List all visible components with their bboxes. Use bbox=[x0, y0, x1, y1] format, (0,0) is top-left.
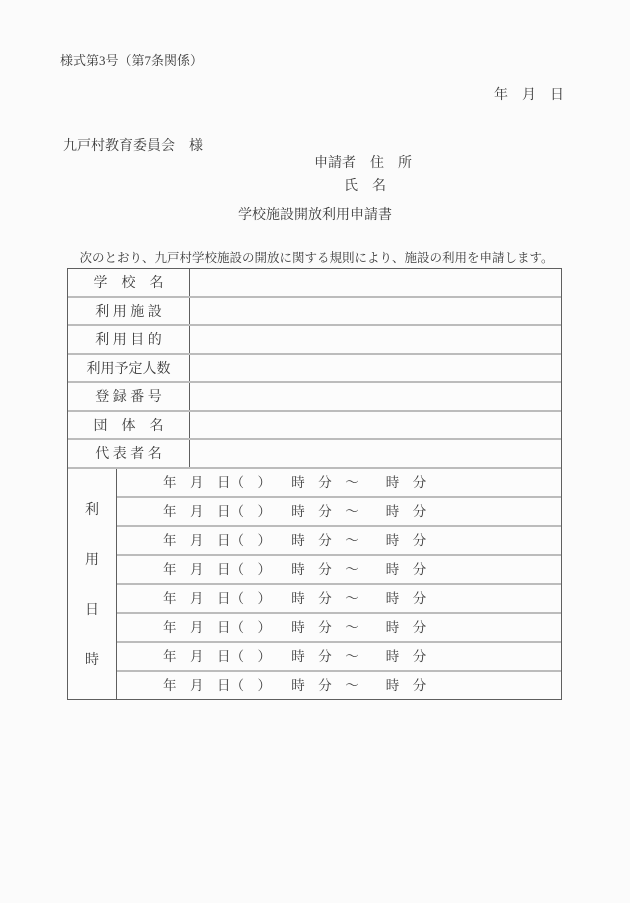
intro-sentence: 次のとおり、九戸村学校施設の開放に関する規則により、施設の利用を申請します。 bbox=[67, 251, 554, 265]
field-value bbox=[190, 440, 561, 467]
field-label: 利 用 目 的 bbox=[68, 326, 190, 353]
schedule-row: 年 月 日（ ） 時 分 ～ 時 分 bbox=[117, 614, 561, 643]
table-row-facility bbox=[68, 298, 561, 327]
field-value bbox=[190, 269, 561, 296]
vertical-label-char: 時 bbox=[85, 652, 99, 668]
form-code: 様式第3号（第7条関係） bbox=[60, 53, 204, 68]
schedule-vertical-label bbox=[68, 469, 117, 699]
applicant-address-label: 申請者 住 所 bbox=[314, 156, 412, 171]
schedule-row: 年 月 日（ ） 時 分 ～ 時 分 bbox=[117, 556, 561, 585]
field-label: 利 用 施 設 bbox=[68, 298, 190, 325]
field-label: 学 校 名 bbox=[68, 269, 190, 296]
table-row-representative-name bbox=[68, 440, 561, 469]
vertical-label-char: 利 bbox=[85, 502, 99, 518]
document-title: 学校施設開放利用申請書 bbox=[238, 208, 392, 223]
field-label: 団 体 名 bbox=[68, 412, 190, 439]
field-value bbox=[190, 326, 561, 353]
application-table bbox=[67, 268, 562, 700]
table-row-expected-people bbox=[68, 355, 561, 384]
schedule-rows bbox=[117, 469, 561, 699]
schedule-row: 年 月 日（ ） 時 分 ～ 時 分 bbox=[117, 498, 561, 527]
field-value bbox=[190, 355, 561, 382]
vertical-label-char: 用 bbox=[85, 552, 99, 568]
applicant-name-label: 氏 名 bbox=[344, 179, 386, 194]
table-row-registration-number bbox=[68, 383, 561, 412]
vertical-label-char: 日 bbox=[85, 602, 99, 618]
addressee: 九戸村教育委員会 様 bbox=[63, 139, 203, 154]
table-row-school-name bbox=[68, 269, 561, 298]
schedule-section bbox=[68, 469, 561, 699]
field-label: 代 表 者 名 bbox=[68, 440, 190, 467]
table-row-purpose bbox=[68, 326, 561, 355]
table-row-group-name bbox=[68, 412, 561, 441]
schedule-row: 年 月 日（ ） 時 分 ～ 時 分 bbox=[163, 677, 427, 693]
schedule-row: 年 月 日（ ） 時 分 ～ 時 分 bbox=[117, 469, 561, 498]
schedule-row: 年 月 日（ ） 時 分 ～ 時 分 bbox=[117, 585, 561, 614]
date-line: 年 月 日 bbox=[494, 88, 564, 103]
field-value bbox=[190, 298, 561, 325]
field-value bbox=[190, 412, 561, 439]
schedule-row: 年 月 日（ ） 時 分 ～ 時 分 bbox=[117, 643, 561, 672]
field-label: 登 録 番 号 bbox=[68, 383, 190, 410]
field-value bbox=[190, 383, 561, 410]
field-label: 利用予定人数 bbox=[68, 355, 190, 382]
schedule-row: 年 月 日（ ） 時 分 ～ 時 分 bbox=[117, 527, 561, 556]
